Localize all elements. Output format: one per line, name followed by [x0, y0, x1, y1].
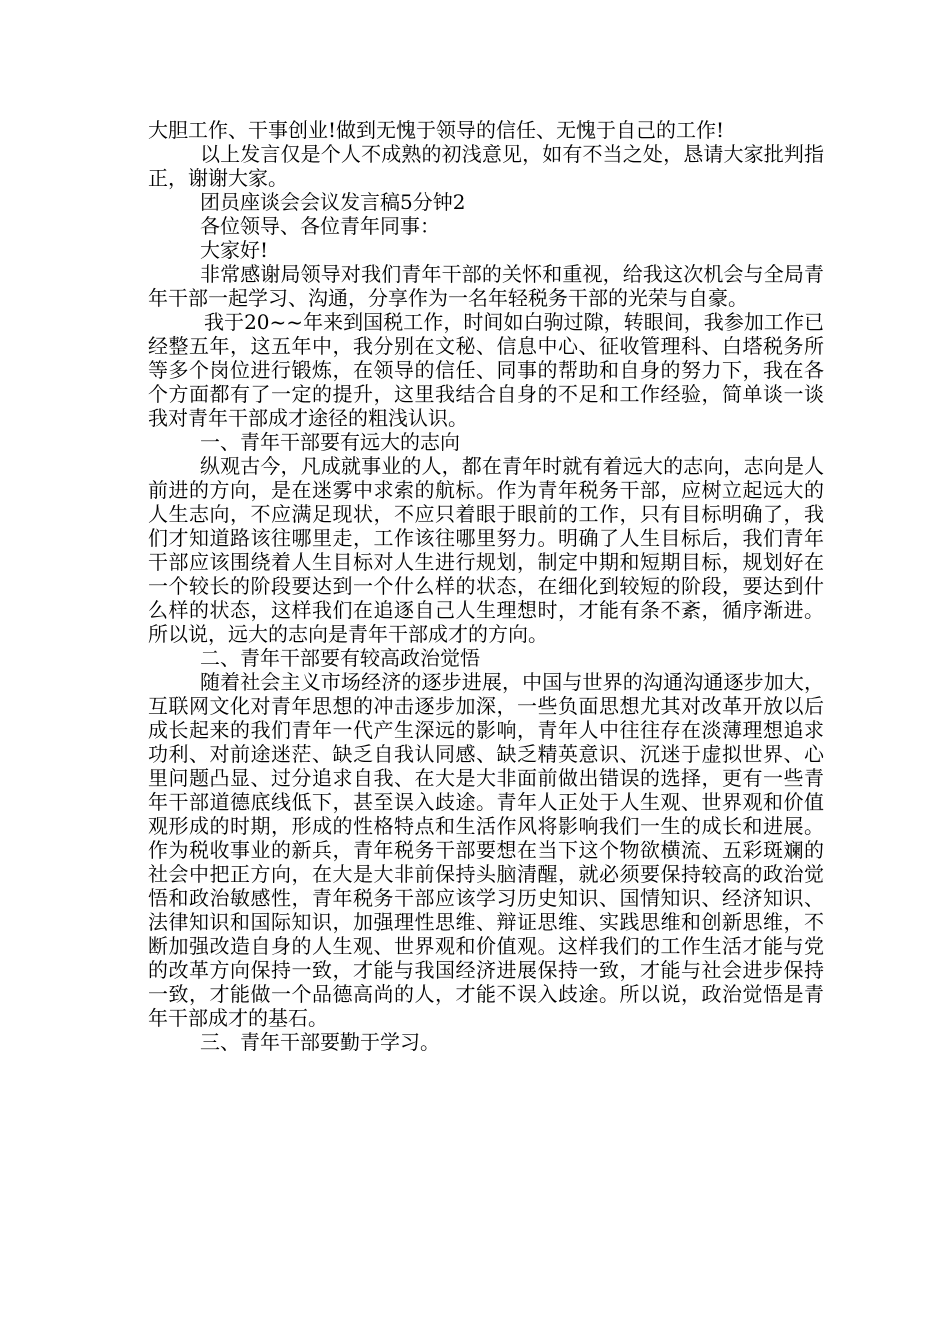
salutation: 各位领导、各位青年同事：: [200, 214, 440, 238]
paragraph-introduction: 我于20~~年来到国税工作，时间如白驹过隙，转眼间，我参加工作已经整五年，这五年中，我分别在文秘、信息中心、征收管理科、白塔税务所等多个岗位进行锻炼，在领导的信任、同事的帮助和自身的努力下，我在各个方面都有了一定的提升，这里我结合自身的不足和工作经验，简单谈一谈我对青年干部成才途径的粗浅认识。: [148, 310, 824, 430]
greeting: 大家好!: [200, 238, 269, 262]
document-body: [148, 118, 824, 1054]
heading-point-two: 二、青年干部要有较高政治觉悟: [200, 646, 480, 670]
heading-point-three: 三、青年干部要勤于学习。: [200, 1030, 440, 1054]
heading-point-one: 一、青年干部要有远大的志向: [200, 430, 460, 454]
paragraph-thanks: 非常感谢局领导对我们青年干部的关怀和重视，给我这次机会与全局青年干部一起学习、沟通，分享作为一名年轻税务干部的光荣与自豪。: [148, 262, 824, 310]
paragraph-political-awareness: 随着社会主义市场经济的逐步进展，中国与世界的沟通沟通逐步加大，互联网文化对青年思想的冲击逐步加深，一些负面思想尤其对改革开放以后成长起来的我们青年一代产生深远的影响，青年人中往往存在淡薄理想追求功利、对前途迷茫、缺乏自我认同感、缺乏精英意识、沉迷于虚拟世界、心里问题凸显、过分追求自我、在大是大非面前做出错误的选择，更有一些青年干部道德底线低下，甚至误入歧途。青年人正处于人生观、世界观和价值观形成的时期，形成的性格特点和生活作风将影响我们一生的成长和进展。作为税收事业的新兵，青年税务干部要想在当下这个物欲横流、五彩斑斓的社会中把正方向，在大是大非前保持头脑清醒，就必须要保持较高的政治觉悟和政治敏感性，青年税务干部应该学习历史知识、国情知识、经济知识、法律知识和国际知识，加强理性思维、辩证思维、实践思维和创新思维，不断加强改造自身的人生观、世界观和价值观。这样我们的工作生活才能与党的改革方向保持一致，才能与我国经济进展保持一致，才能与社会进步保持一致，才能做一个品德高尚的人，才能不误入歧途。所以说，政治觉悟是青年干部成才的基石。: [148, 670, 824, 1030]
paragraph-closing-remarks: 以上发言仅是个人不成熟的初浅意见，如有不当之处，恳请大家批判指正，谢谢大家。: [148, 142, 824, 190]
paragraph-ambition: 纵观古今，凡成就事业的人，都在青年时就有着远大的志向，志向是人前进的方向，是在迷雾中求索的航标。作为青年税务干部，应树立起远大的人生志向，不应满足现状，不应只着眼于眼前的工作，只有目标明确了，我们才知道路该往哪里走，工作该往哪里努力。明确了人生目标后，我们青年干部应该围绕着人生目标对人生进行规划，制定中期和短期目标，规划好在一个较长的阶段要达到一个什么样的状态，在细化到较短的阶段，要达到什么样的状态，这样我们在追逐自己人生理想时，才能有条不紊，循序渐进。所以说，远大的志向是青年干部成才的方向。: [148, 454, 824, 646]
paragraph-closing-line: 大胆工作、干事创业!做到无愧于领导的信任、无愧于自己的工作!: [148, 118, 725, 142]
section-title: 团员座谈会会议发言稿5分钟2: [200, 190, 466, 214]
